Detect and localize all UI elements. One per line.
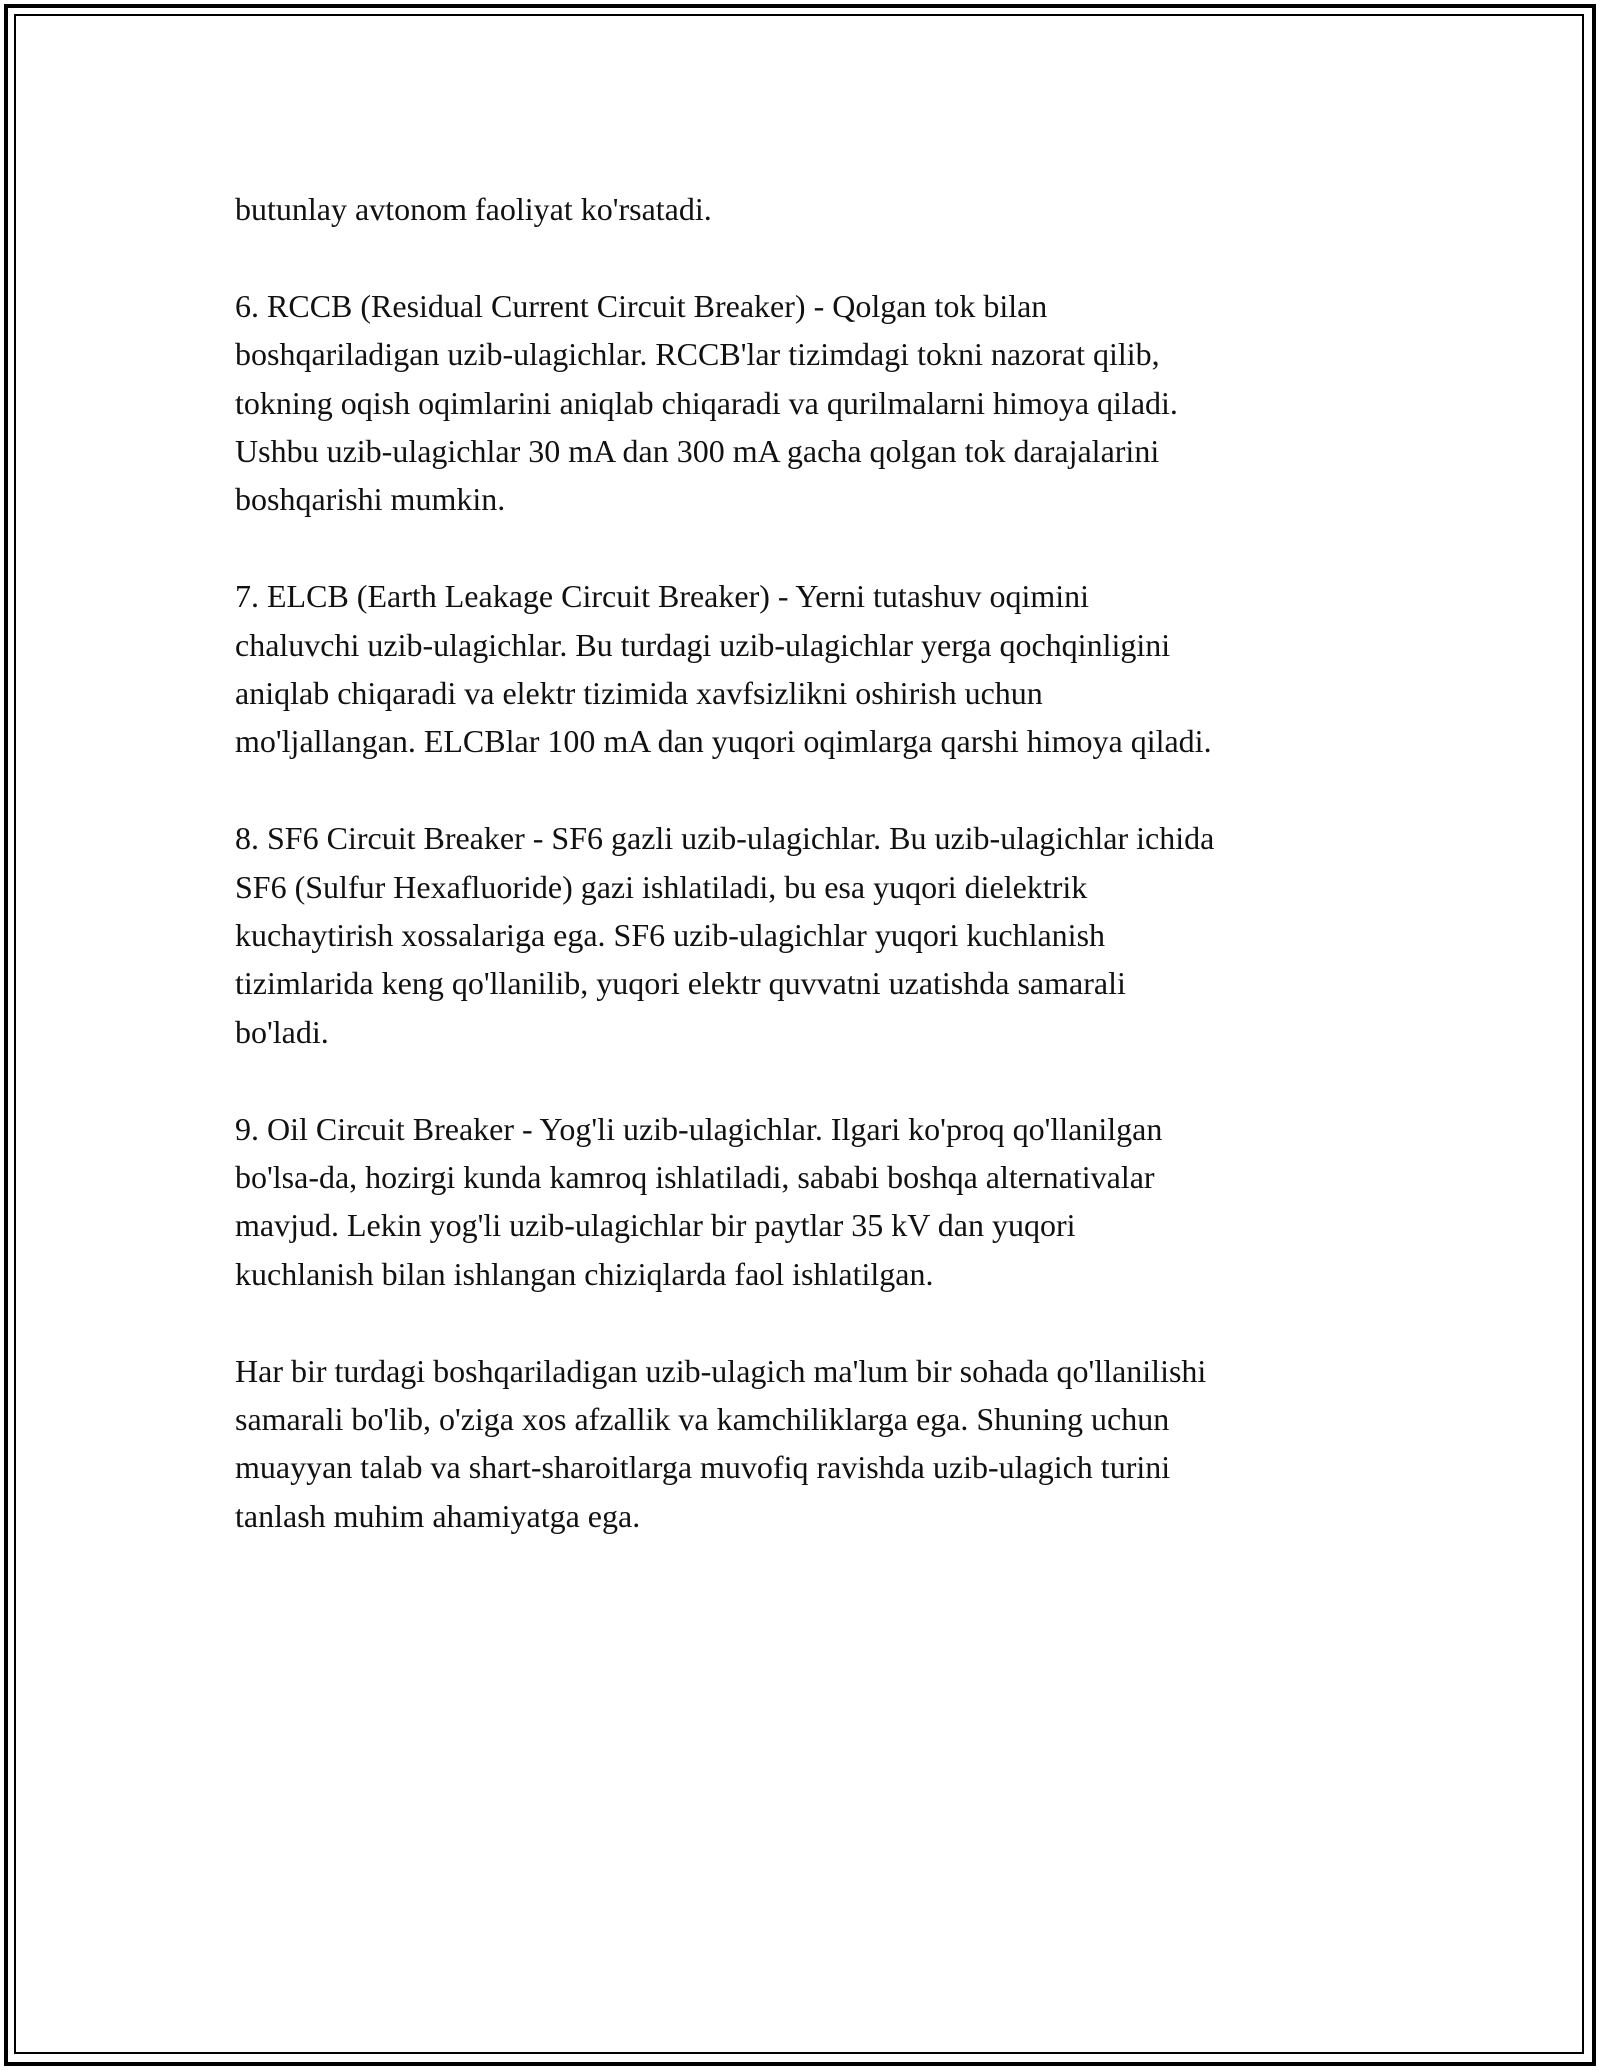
paragraph-continuation: butunlay avtonom faoliyat ko'rsatadi. (235, 191, 712, 227)
paragraph-elcb: 7. ELCB (Earth Leakage Circuit Breaker) - Yerni tutashuv oqimini chaluvchi uzib-ulagichlar. Bu turdagi uzib-ulagichlar yerga qochqinligini aniqlab chiqaradi va elektr tizimida xavfsizlikni oshirish uchun mo'ljallangan. ELCBlar 100 mA dan yuqori oqimlarga qarshi himoya qiladi. (235, 578, 1212, 760)
paragraph-rccb: 6. RCCB (Residual Current Circuit Breaker) - Qolgan tok bilan boshqariladigan uzib-ulagichlar. RCCB'lar tizimdagi tokni nazorat qilib, tokning oqish oqimlarini aniqlab chiqaradi va qurilmalarni himoya qiladi. Ushbu uzib-ulagichlar 30 mA dan 300 mA gacha qolgan tok darajalarini boshqarishi mumkin. (235, 287, 1178, 518)
paragraph-conclusion: Har bir turdagi boshqariladigan uzib-ulagich ma'lum bir sohada qo'llanilishi samarali bo'lib, o'ziga xos afzallik va kamchiliklarga ega. Shuning uchun muayyan talab va shart-sharoitlarga muvofiq ravishda uzib-ulagich turini tanlash muhim ahamiyatga ega. (235, 1352, 1207, 1534)
document-body (235, 185, 1365, 1589)
paragraph-sf6: 8. SF6 Circuit Breaker - SF6 gazli uzib-ulagichlar. Bu uzib-ulagichlar ichida SF6 (Sulfur Hexafluoride) gazi ishlatiladi, bu esa yuqori dielektrik kuchaytirish xossalariga ega. SF6 uzib-ulagichlar yuqori kuchlanish tizimlarida keng qo'llanilib, yuqori elektr quvvatni uzatishda samarali bo'ladi. (235, 820, 1215, 1050)
paragraph-oil: 9. Oil Circuit Breaker - Yog'li uzib-ulagichlar. Ilgari ko'proq qo'llanilgan bo'lsa-da, hozirgi kunda kamroq ishlatiladi, sababi boshqa alternativalar mavjud. Lekin yog'li uzib-ulagichlar bir paytlar 35 kV dan yuqori kuchlanish bilan ishlangan chiziqlarda faol ishlatilgan. (235, 1110, 1163, 1292)
